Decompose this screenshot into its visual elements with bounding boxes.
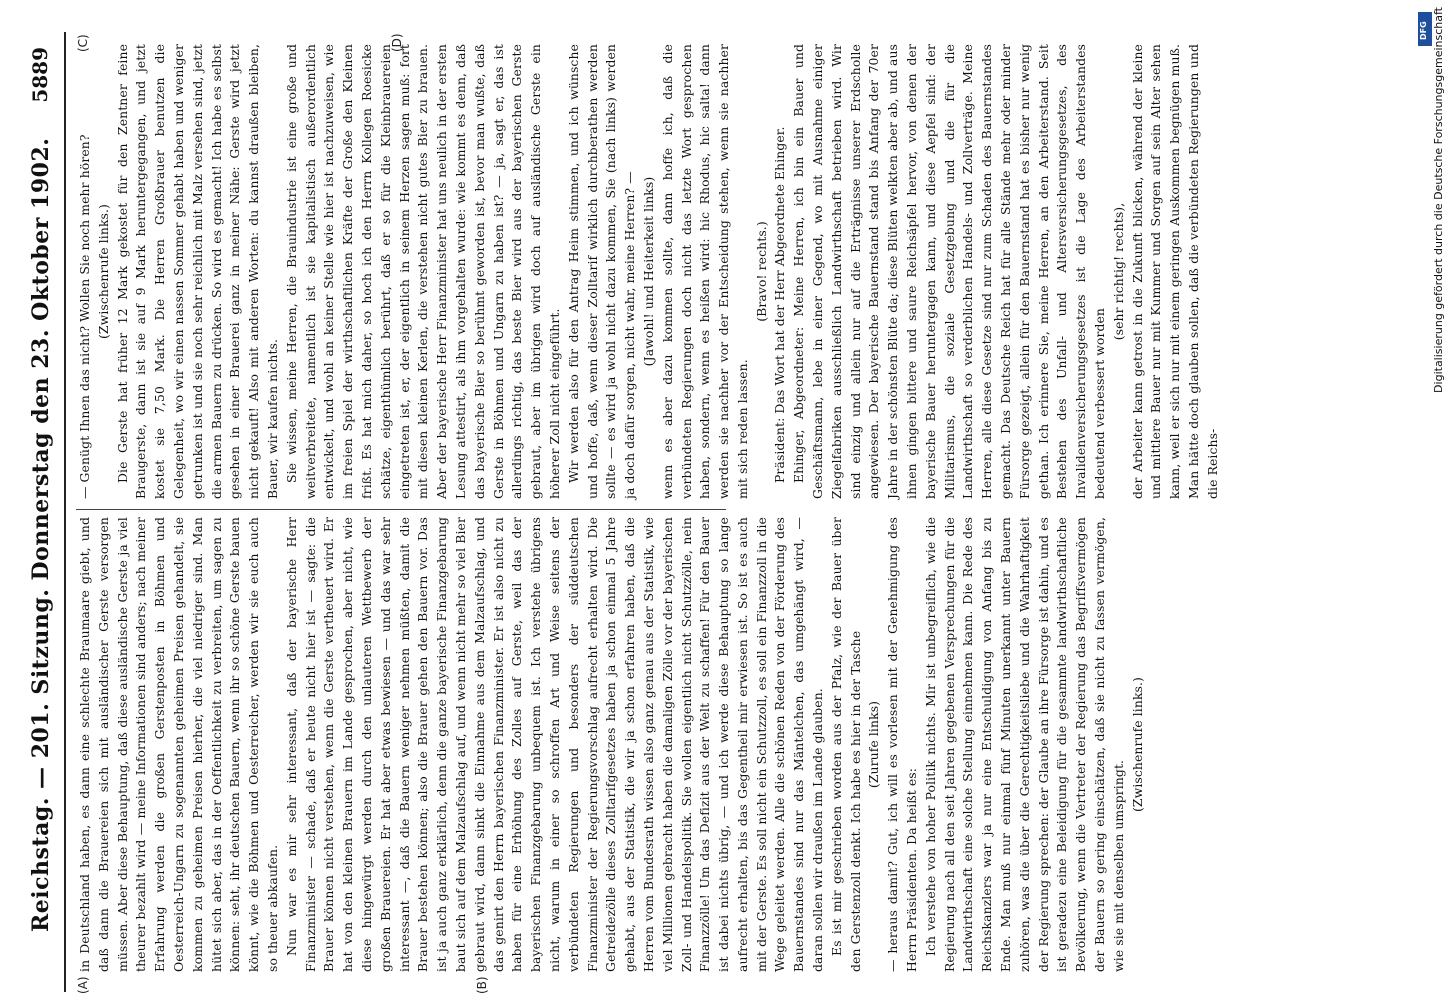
interjection: (Jawohl! und Heiterkeit links) bbox=[640, 176, 656, 367]
paragraph: Sie wissen, meine Herren, die Brauindustrie ist eine große und weitverbreitete, namentlich ist sie kapitalistisch außerordentlich entwickelt, und wohl an keiner Stelle wie hier ist nachzuweisen, wie im freien Spiel der wirthschaftlichen Kräfte der Große den Kleinen frißt. Es hat mich daher, so hoch ich den Herrn Kollegen Roesicke schätze, eigenthümlich berührt, daß er so für die Kleinbrauereien eingetreten ist, er, der eigentlich in seinem Herzen sagen muß: fort mit diesen kleinen Kerlen, die verstehen nicht gutes Bier zu brauen. Aber der bayerische Herr Finanzminister hat uns neulich in der ersten Lesung attestirt, als ihm vorgehalten wurde: wie kommt es denn, daß das bayerische Bier so berühmt geworden ist, bevor man wußte, daß Gerste in Böhmen und Ungarn zu haben ist? — ja, sagt er, das ist allerdings richtig, das beste Bier wird aus der bayerischen Gerste gebraut, aber im übrigen wird doch auf ausländische Gerste ein höherer Zoll nicht eingeführt. bbox=[283, 44, 562, 499]
header-rule bbox=[64, 32, 66, 992]
right-column bbox=[76, 44, 1220, 499]
dfg-logo: DFG bbox=[1418, 12, 1432, 46]
margin-mark-b: (B) bbox=[475, 976, 489, 994]
margin-mark-c: (C) bbox=[76, 34, 90, 52]
paragraph: Wir werden also für den Antrag Heim stimmen, und ich wünsche und hoffe, daß, wenn dieser Zolltarif wirklich durchberathen werden sollte — es wird ja wohl nicht dazu kommen, Sie (nach links) werden ja doch dafür sorgen, nicht wahr, meine Herren? — bbox=[565, 44, 638, 499]
page-number: 5889 bbox=[28, 47, 52, 103]
president-statement: Präsident: Das Wort hat der Herr Abgeordnete Ehinger. bbox=[772, 126, 788, 483]
paragraph: — Genügt Ihnen das nicht? Wollen Sie noch mehr hören? bbox=[77, 134, 92, 499]
interjection: (Zwischenrufe links.) bbox=[1129, 677, 1145, 813]
margin-mark-d: (D) bbox=[390, 33, 404, 52]
paragraph: der Arbeiter kann getrost in die Zukunft blicken, während der kleine und mittlere Bauer nur mit Kummer und Sorgen auf sein Alter sehen kann, weil er sich nur mit einem geringen Auskommen begnügen muß. Man hätte doch glauben sollen, daß die verbündeten Regierungen und die Reichs- bbox=[1129, 44, 1220, 499]
running-head: Reichstag. — 201. Sitzung. Donnerstag den 23. Oktober 1902. bbox=[28, 137, 54, 932]
paragraph: in Deutschland haben, es dann eine schlechte Braumaare giebt, und daß dann die Brauereien sich mit ausländischer Gerste versorgen müssen. Aber diese Behauptung, daß diese ausländische Gerste ja viel theurer bezahlt wird — meine Informationen sind anders; nach meiner Erfahrung werden die großen Gerstenposten in Böhmen und Oesterreich-Ungarn zu sogenannten geheimen Preisen gehandelt, sie kommen zu geheimen Preisen hierher, die viel niedriger sind. Man hütet sich aber, das in der Oeffentlichkeit zu verbreiten, um sagen zu können: seht, ihr deutschen Bauern, wenn ihr so schöne Gerste bauen könnt, wie die Böhmen und Oesterreicher, werden wir sie euch auch so theuer abkaufen. bbox=[77, 517, 280, 972]
quoted-letter: Ich verstehe von hoher Politik nichts. Mir ist unbegreiflich, wie die Regierung nach all den seit Jahren gegebenen Versprechungen für die Landwirthschaft eine solche Stellung einnehmen kann. Die Rede des Reichskanzlers war ja nur eine Entschuldigung von Anfang bis zu Ende. Man muß nur einmal fünf Minuten unerkannt unter Bauern zuhören, was die über die Gerechtigkeitsliebe und die Wahrhaftigkeit der Regierung sprechen: der Glaube an ihre Fürsorge ist dahin, und es ist geradezu eine Beleidigung für die gesammte landwirthschaftliche Bevölkerung, wenn die Vertreter der Regierung das Begriffsvermögen der Bauern so gering einschätzen, daß sie nicht zu fassen vermögen, wie sie mit denselben umspringt. bbox=[922, 517, 1126, 972]
paragraph: — heraus damit? Gut, ich will es vorlesen mit der Genehmigung des Herrn Präsidenten. Da heißt es: bbox=[885, 517, 920, 972]
interjection: (Zurufe links) bbox=[866, 700, 882, 789]
interjection: (Zwischenrufe links.) bbox=[95, 204, 111, 340]
column-divider bbox=[76, 509, 726, 510]
paragraph: wenn es aber dazu kommen sollte, dann hoffe ich, daß die verbündeten Regierungen doch nicht das letzte Wort gesprochen haben, sondern, wenn es heißen wird: hic Rhodus, hic salta! dann werden sie nachher vor der Entscheidung stehen, wenn sie nachher mit sich reden lassen. bbox=[659, 44, 750, 499]
rotated-newspaper-page bbox=[20, 32, 1405, 992]
paragraph: Die Gerste hat früher 12 Mark gekostet für den Zentner feine Braugerste, dann ist sie auf 9 Mark heruntergegangen, und jetzt kostet sie 7,50 Mark. Die Herren Großbrauer benutzen die Gelegenheit, wo wir einen nassen Sommer gehabt haben und weniger getrunken ist und sie noch sehr reichlich mit Malz versehen sind, jetzt die armen Bauern zu drücken. So wird es gemacht! Ich habe es selbst gesehen in einer Brauerei ganz in meiner Nähe: Gerste wird jetzt nicht gekauft! Also mit anderen Worten: du kannst draußen bleiben, Bauer, wir kaufen nichts. bbox=[114, 44, 280, 499]
margin-mark-a: (A) bbox=[76, 976, 90, 994]
left-column bbox=[76, 517, 1145, 972]
paragraph: Es ist mir geschrieben worden aus der Pfalz, wie der Bauer über den Gerstenzoll denkt. Ich habe es hier in der Tasche bbox=[828, 517, 863, 972]
interjection: (sehr richtig! rechts), bbox=[1110, 202, 1126, 341]
speech-ehinger: Ehinger, Abgeordneter: Meine Herren, ich bin ein Bauer und Geschäftsmann, lebe in einer Gegend, wo mit Ausnahme einiger Ziegelfabriken ausschließlich Landwirthschaft betrieben wird. Wir sind einzig und allein nur auf die Erträgnisse unserer Erdscholle angewiesen. Der bayerische Bauernstand stand bis Anfang der 70er Jahre in der schönsten Blüte da; diese Blüten welkten aber ab, und aus ihnen gingen bittere und saure Reichsäpfel hervor, von denen der bayerische Bauer heruntergagen kann, und diese Aepfel sind: der Militarismus, die soziale Gesetzgebung und die für die Landwirthschaft so verderblichen Handels- und Zollverträge. Meine Herren, alle diese Gesetze sind nur zum Schaden des Bauernstandes gemacht. Das Deutsche Reich hat für alle Stände mehr oder minder Fürsorge gezeigt, allein für den Bauernstand hat es bisher nur wenig gethan. Ich erinnere Sie, meine Herren, an den Arbeiterstand. Seit Bestehen des Unfall- und Altersversicherungsgesetzes, des Invalidenversicherungsgesetzes ist die Lage des Arbeiterstandes bedeutend verbessert worden bbox=[791, 44, 1108, 499]
paragraph: Nun war es mir sehr interessant, daß der bayerische Herr Finanzminister — schade, daß er heute nicht hier ist — sagte: die Brauer können nicht verstehen, wenn die Gerste vertheuert wird. Er hat von den kleinen Brauern im Lande gesprochen, aber nicht, wie diese hingewürgt werden durch den unlauteren Wettbewerb der großen Brauereien. Er hat aber etwas bewiesen — und das war sehr interessant —, daß die Bauern weniger nehmen müßten, damit die Brauer bestehen können; also die Brauer gehen den Bauern vor. Das ist ja auch ganz erklärlich, denn die ganze bayerische Finanzgebarung baut sich auf dem Malzaufschlag auf, und wenn nicht mehr so viel Bier gebraut wird, dann sinkt die Einnahme aus dem Malzaufschlag, und das genirt den Herrn bayerischen Finanzminister. Er ist also nicht zu haben für eine Erhöhung des Zolles auf Gerste, weil das der bayerischen Finanzgebarung unbequem ist. Ich verstehe übrigens nicht, warum in einer so schroffen Art und Weise seitens der verbündeten Regierungen und besonders der süddeutschen Finanzminister der Regierungsvorschlag aufrecht erhalten wird. Die Getreidezölle dieses Zolltarifgesetzes haben ja schon einmal 5 Jahre gehabt, aus der Statistik, die wir ja schon erfahren haben, daß die Herren vom Bundesrath wissen also ganz genau aus der Statistik, wie viel Millionen gebracht haben die damaligen Zölle vor der bayerischen Zoll- und Handelspolitik. Sie wollen eigentlich nicht Schutzzölle, nein Finanzzölle! Um das Defizit aus der Welt zu schaffen! Für den Bauer ist dabei nichts übrig, — und ich werde diese Behauptung so lange aufrecht erhalten, bis das Gegentheil mir erwiesen ist. So ist es auch mit der Gerste. Es soll nicht ein Schutzzoll, es soll ein Finanzzoll in die Wege geleitet werden. Alle die schönen Reden von der Förderung des Bauernstandes sind nur das Mäntelchen, das umgehängt wird, — daran sollen wir draußen im Lande glauben. bbox=[283, 517, 826, 972]
credit-text: Digitalisierung gefördert durch die Deutsche Forschungsgemeinschaft bbox=[1432, 7, 1445, 393]
interjection: (Bravo! rechts.) bbox=[753, 221, 769, 322]
digitization-credit bbox=[1416, 7, 1445, 992]
page-header bbox=[20, 32, 60, 992]
